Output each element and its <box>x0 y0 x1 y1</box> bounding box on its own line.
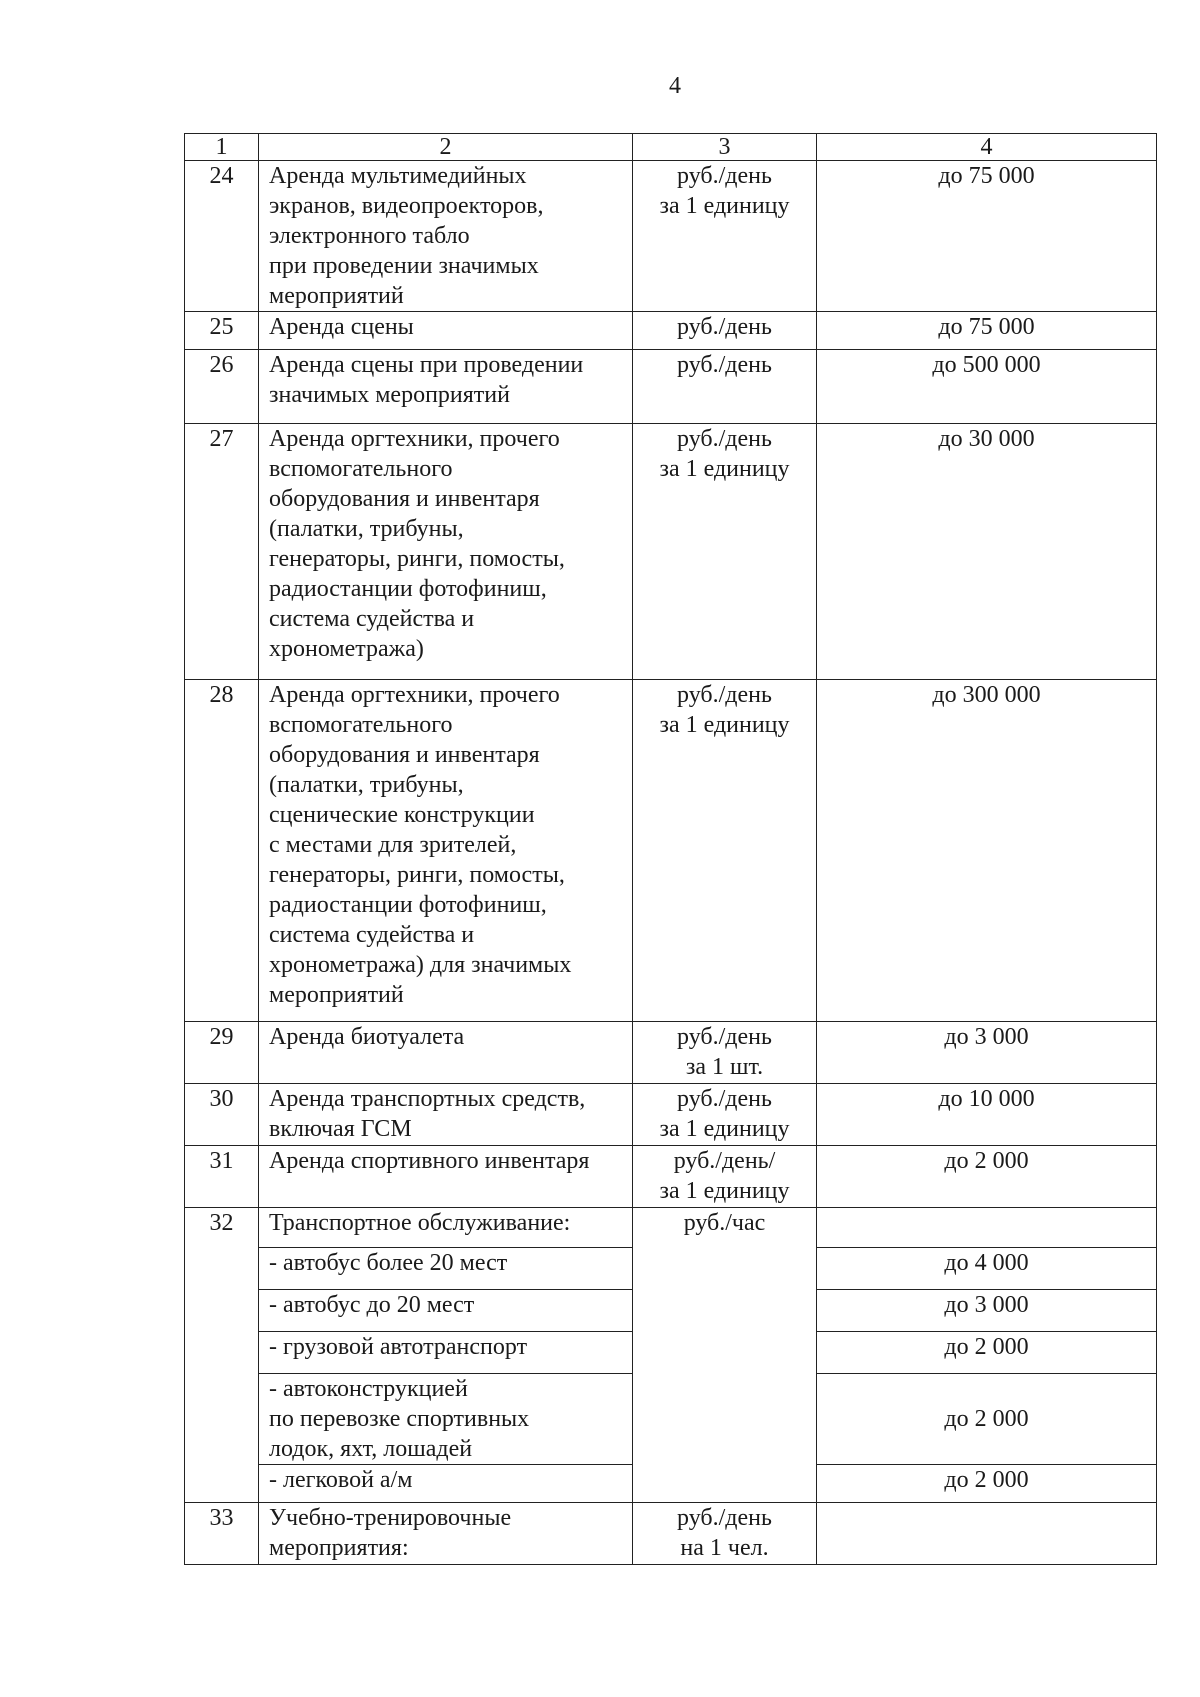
unit-line: за 1 единицу <box>659 1178 790 1204</box>
item-name-line: система судейства и <box>269 922 475 948</box>
table-row <box>185 1084 1157 1146</box>
unit-cell <box>633 680 817 1022</box>
unit-cell <box>633 1084 817 1146</box>
unit-line: за 1 единицу <box>659 193 790 219</box>
unit-line: руб./день <box>677 1024 772 1050</box>
row-number: 27 <box>185 424 259 680</box>
item-name <box>259 1503 633 1565</box>
row-number: 29 <box>185 1022 259 1084</box>
price-cell: до 2 000 <box>817 1374 1157 1465</box>
price-cell: до 2 000 <box>817 1146 1157 1208</box>
table-row <box>185 1146 1157 1208</box>
unit-line: руб./день <box>677 352 772 378</box>
item-name-line: хронометража) <box>269 636 424 662</box>
item-name-line: вспомогательного <box>269 712 453 738</box>
item-name-line: система судейства и <box>269 606 475 632</box>
unit-line: за 1 шт. <box>685 1054 764 1080</box>
item-name-line: экранов, видеопроекторов, <box>269 193 544 219</box>
item-name <box>259 312 633 350</box>
price-cell: до 300 000 <box>817 680 1157 1022</box>
column-header: 2 <box>259 134 633 161</box>
column-header: 3 <box>633 134 817 161</box>
item-name <box>259 1084 633 1146</box>
unit-line: руб./день <box>677 314 772 340</box>
item-name <box>259 1290 633 1332</box>
unit-line: руб./час <box>683 1210 766 1236</box>
item-name-line: Аренда оргтехники, прочего <box>269 682 560 708</box>
unit-line: руб./день <box>677 426 772 452</box>
item-name-line: - грузовой автотранспорт <box>269 1334 528 1360</box>
item-name-line: Аренда транспортных средств, <box>269 1086 586 1112</box>
table-row <box>185 1208 1157 1248</box>
item-name-line: при проведении значимых <box>269 253 539 279</box>
row-number: 28 <box>185 680 259 1022</box>
price-cell <box>817 1503 1157 1565</box>
item-name-line: мероприятия: <box>269 1535 409 1561</box>
item-name-line: - автоконструкцией <box>269 1376 468 1402</box>
item-name-line: Аренда сцены при проведении <box>269 352 584 378</box>
price-table <box>184 133 1157 1565</box>
item-name-line: генераторы, ринги, помосты, <box>269 862 565 888</box>
item-name-line: по перевозке спортивных <box>269 1406 530 1432</box>
unit-cell <box>633 312 817 350</box>
price-cell <box>817 1208 1157 1248</box>
item-name-line: мероприятий <box>269 283 404 309</box>
item-name-line: - автобус до 20 мест <box>269 1292 475 1318</box>
item-name <box>259 1248 633 1290</box>
item-name-line: Аренда оргтехники, прочего <box>269 426 560 452</box>
unit-line: за 1 единицу <box>659 1116 790 1142</box>
table-row <box>185 680 1157 1022</box>
item-name-line: Аренда спортивного инвентаря <box>269 1148 590 1174</box>
item-name-line: электронного табло <box>269 223 470 249</box>
item-name <box>259 350 633 424</box>
unit-line: руб./день <box>677 682 772 708</box>
item-name-line: - автобус более 20 мест <box>269 1250 508 1276</box>
item-name <box>259 424 633 680</box>
unit-line: руб./день <box>677 1086 772 1112</box>
item-name-line: (палатки, трибуны, <box>269 516 464 542</box>
unit-cell <box>633 424 817 680</box>
row-number: 31 <box>185 1146 259 1208</box>
item-name-line: - легковой а/м <box>269 1467 413 1493</box>
item-name <box>259 1465 633 1503</box>
price-cell: до 75 000 <box>817 312 1157 350</box>
item-name-line: значимых мероприятий <box>269 382 510 408</box>
table-row <box>185 350 1157 424</box>
item-name <box>259 1146 633 1208</box>
unit-cell <box>633 1208 817 1503</box>
row-number: 33 <box>185 1503 259 1565</box>
item-name <box>259 161 633 312</box>
item-name-line: хронометража) для значимых <box>269 952 572 978</box>
item-name-line: генераторы, ринги, помосты, <box>269 546 565 572</box>
item-name-line: оборудования и инвентаря <box>269 486 540 512</box>
unit-line: на 1 чел. <box>680 1535 769 1561</box>
table-row <box>185 424 1157 680</box>
unit-line: руб./день <box>677 1505 772 1531</box>
column-header: 4 <box>817 134 1157 161</box>
unit-line: за 1 единицу <box>659 712 790 738</box>
item-name <box>259 1374 633 1465</box>
item-name-line: радиостанции фотофиниш, <box>269 576 547 602</box>
page-number: 4 <box>669 73 681 99</box>
item-name-line: Учебно-тренировочные <box>269 1505 512 1531</box>
item-name <box>259 1022 633 1084</box>
item-name-line: Аренда биотуалета <box>269 1024 465 1050</box>
table-row <box>185 312 1157 350</box>
price-cell: до 2 000 <box>817 1465 1157 1503</box>
price-cell: до 75 000 <box>817 161 1157 312</box>
item-name-line: с местами для зрителей, <box>269 832 517 858</box>
table-row <box>185 1022 1157 1084</box>
item-name-line: включая ГСМ <box>269 1116 412 1142</box>
column-header: 1 <box>185 134 259 161</box>
unit-cell <box>633 1146 817 1208</box>
price-cell: до 30 000 <box>817 424 1157 680</box>
item-name-line: вспомогательного <box>269 456 453 482</box>
item-name-line: (палатки, трибуны, <box>269 772 464 798</box>
row-number: 30 <box>185 1084 259 1146</box>
item-name-line: лодок, яхт, лошадей <box>269 1436 473 1462</box>
row-number: 26 <box>185 350 259 424</box>
price-cell: до 4 000 <box>817 1248 1157 1290</box>
unit-line: за 1 единицу <box>659 456 790 482</box>
price-cell: до 2 000 <box>817 1332 1157 1374</box>
item-name-line: оборудования и инвентаря <box>269 742 540 768</box>
item-name <box>259 1208 633 1248</box>
unit-cell <box>633 350 817 424</box>
price-cell: до 500 000 <box>817 350 1157 424</box>
item-name-line: Аренда мультимедийных <box>269 163 527 189</box>
row-number: 24 <box>185 161 259 312</box>
unit-line: руб./день <box>677 163 772 189</box>
item-name <box>259 1332 633 1374</box>
row-number: 25 <box>185 312 259 350</box>
unit-cell <box>633 161 817 312</box>
row-number: 32 <box>185 1208 259 1503</box>
item-name-line: Аренда сцены <box>269 314 414 340</box>
price-cell: до 10 000 <box>817 1084 1157 1146</box>
item-name-line: радиостанции фотофиниш, <box>269 892 547 918</box>
unit-line: руб./день/ <box>673 1148 776 1174</box>
unit-cell <box>633 1503 817 1565</box>
table-row <box>185 161 1157 312</box>
table-row <box>185 1503 1157 1565</box>
item-name <box>259 680 633 1022</box>
unit-cell <box>633 1022 817 1084</box>
item-name-line: мероприятий <box>269 982 404 1008</box>
price-cell: до 3 000 <box>817 1022 1157 1084</box>
item-name-line: сценические конструкции <box>269 802 535 828</box>
table-header-row <box>185 134 1157 161</box>
price-cell: до 3 000 <box>817 1290 1157 1332</box>
item-name-line: Транспортное обслуживание: <box>269 1210 571 1236</box>
